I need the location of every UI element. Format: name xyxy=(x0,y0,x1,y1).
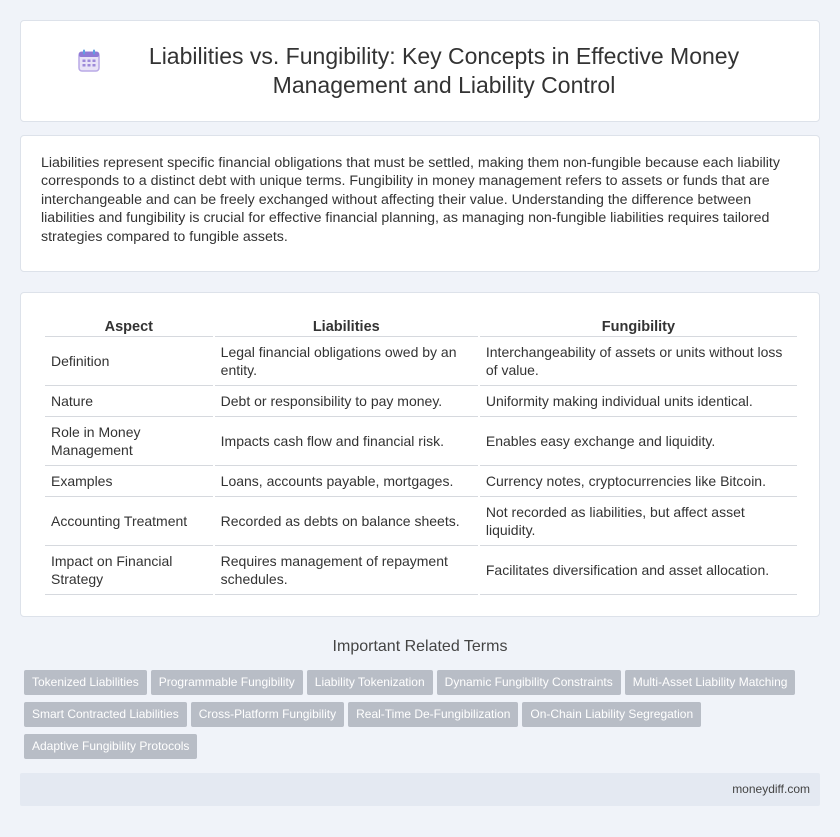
table-cell: Examples xyxy=(45,466,213,497)
table-cell: Not recorded as liabilities, but affect asset liquidity. xyxy=(480,497,797,546)
intro-card xyxy=(20,135,820,272)
calendar-icon xyxy=(76,48,102,74)
table-cell: Facilitates diversification and asset allocation. xyxy=(480,546,797,595)
tag-dynamic-fungibility-constraints[interactable]: Dynamic Fungibility Constraints xyxy=(437,670,621,695)
comparison-table xyxy=(43,313,799,595)
intro-text: Liabilities represent specific financial obligations that must be settled, making them non-fungible because each liability corresponds to a distinct debt with unique terms. Fungibility in money management refers to assets or funds that are interchangeable and can be freely exchanged without affecting their value. Understanding the difference between liabilities and fungibility is crucial for effective financial planning, as managing non-fungible liabilities requires tailored strategies compared to fungible assets. xyxy=(41,155,780,245)
table-cell: Interchangeability of assets or units without loss of value. xyxy=(480,337,797,386)
related-terms-tags xyxy=(24,670,824,766)
tag-cross-platform-fungibility[interactable]: Cross-Platform Fungibility xyxy=(191,702,344,727)
table-cell: Loans, accounts payable, mortgages. xyxy=(215,466,478,497)
table-cell: Recorded as debts on balance sheets. xyxy=(215,497,478,546)
header-fungibility: Fungibility xyxy=(480,313,797,337)
tag-multi-asset-liability-matching[interactable]: Multi-Asset Liability Matching xyxy=(625,670,796,695)
table-cell: Role in Money Management xyxy=(45,417,213,466)
table-cell: Accounting Treatment xyxy=(45,497,213,546)
table-cell: Impacts cash flow and financial risk. xyxy=(215,417,478,466)
comparison-table-card xyxy=(20,292,820,617)
tag-tokenized-liabilities[interactable]: Tokenized Liabilities xyxy=(24,670,147,695)
tag-real-time-de-fungibilization[interactable]: Real-Time De-Fungibilization xyxy=(348,702,518,727)
table-cell: Debt or responsibility to pay money. xyxy=(215,386,478,417)
tag-adaptive-fungibility-protocols[interactable]: Adaptive Fungibility Protocols xyxy=(24,734,197,759)
page-title: Liabilities vs. Fungibility: Key Concepts in Effective Money Management and Liability Control xyxy=(148,43,740,98)
table-cell: Currency notes, cryptocurrencies like Bitcoin. xyxy=(480,466,797,497)
tag-on-chain-liability-segregation[interactable]: On-Chain Liability Segregation xyxy=(522,702,701,727)
table-cell: Requires management of repayment schedules. xyxy=(215,546,478,595)
table-cell: Impact on Financial Strategy xyxy=(45,546,213,595)
table-row xyxy=(45,417,797,466)
table-row xyxy=(45,466,797,497)
table-row xyxy=(45,497,797,546)
footer xyxy=(20,773,820,806)
table-row xyxy=(45,386,797,417)
table-cell: Definition xyxy=(45,337,213,386)
table-cell: Nature xyxy=(45,386,213,417)
header-aspect: Aspect xyxy=(45,313,213,337)
tag-liability-tokenization[interactable]: Liability Tokenization xyxy=(307,670,433,695)
table-row xyxy=(45,337,797,386)
table-cell: Uniformity making individual units identical. xyxy=(480,386,797,417)
table-cell: Legal financial obligations owed by an entity. xyxy=(215,337,478,386)
tag-smart-contracted-liabilities[interactable]: Smart Contracted Liabilities xyxy=(24,702,187,727)
title-card xyxy=(20,20,820,122)
table-row xyxy=(45,546,797,595)
related-terms-title: Important Related Terms xyxy=(332,638,508,655)
header-liabilities: Liabilities xyxy=(215,313,478,337)
table-cell: Enables easy exchange and liquidity. xyxy=(480,417,797,466)
footer-site-link[interactable]: moneydiff.com xyxy=(732,782,810,796)
table-header-row xyxy=(45,313,797,337)
tag-programmable-fungibility[interactable]: Programmable Fungibility xyxy=(151,670,303,695)
